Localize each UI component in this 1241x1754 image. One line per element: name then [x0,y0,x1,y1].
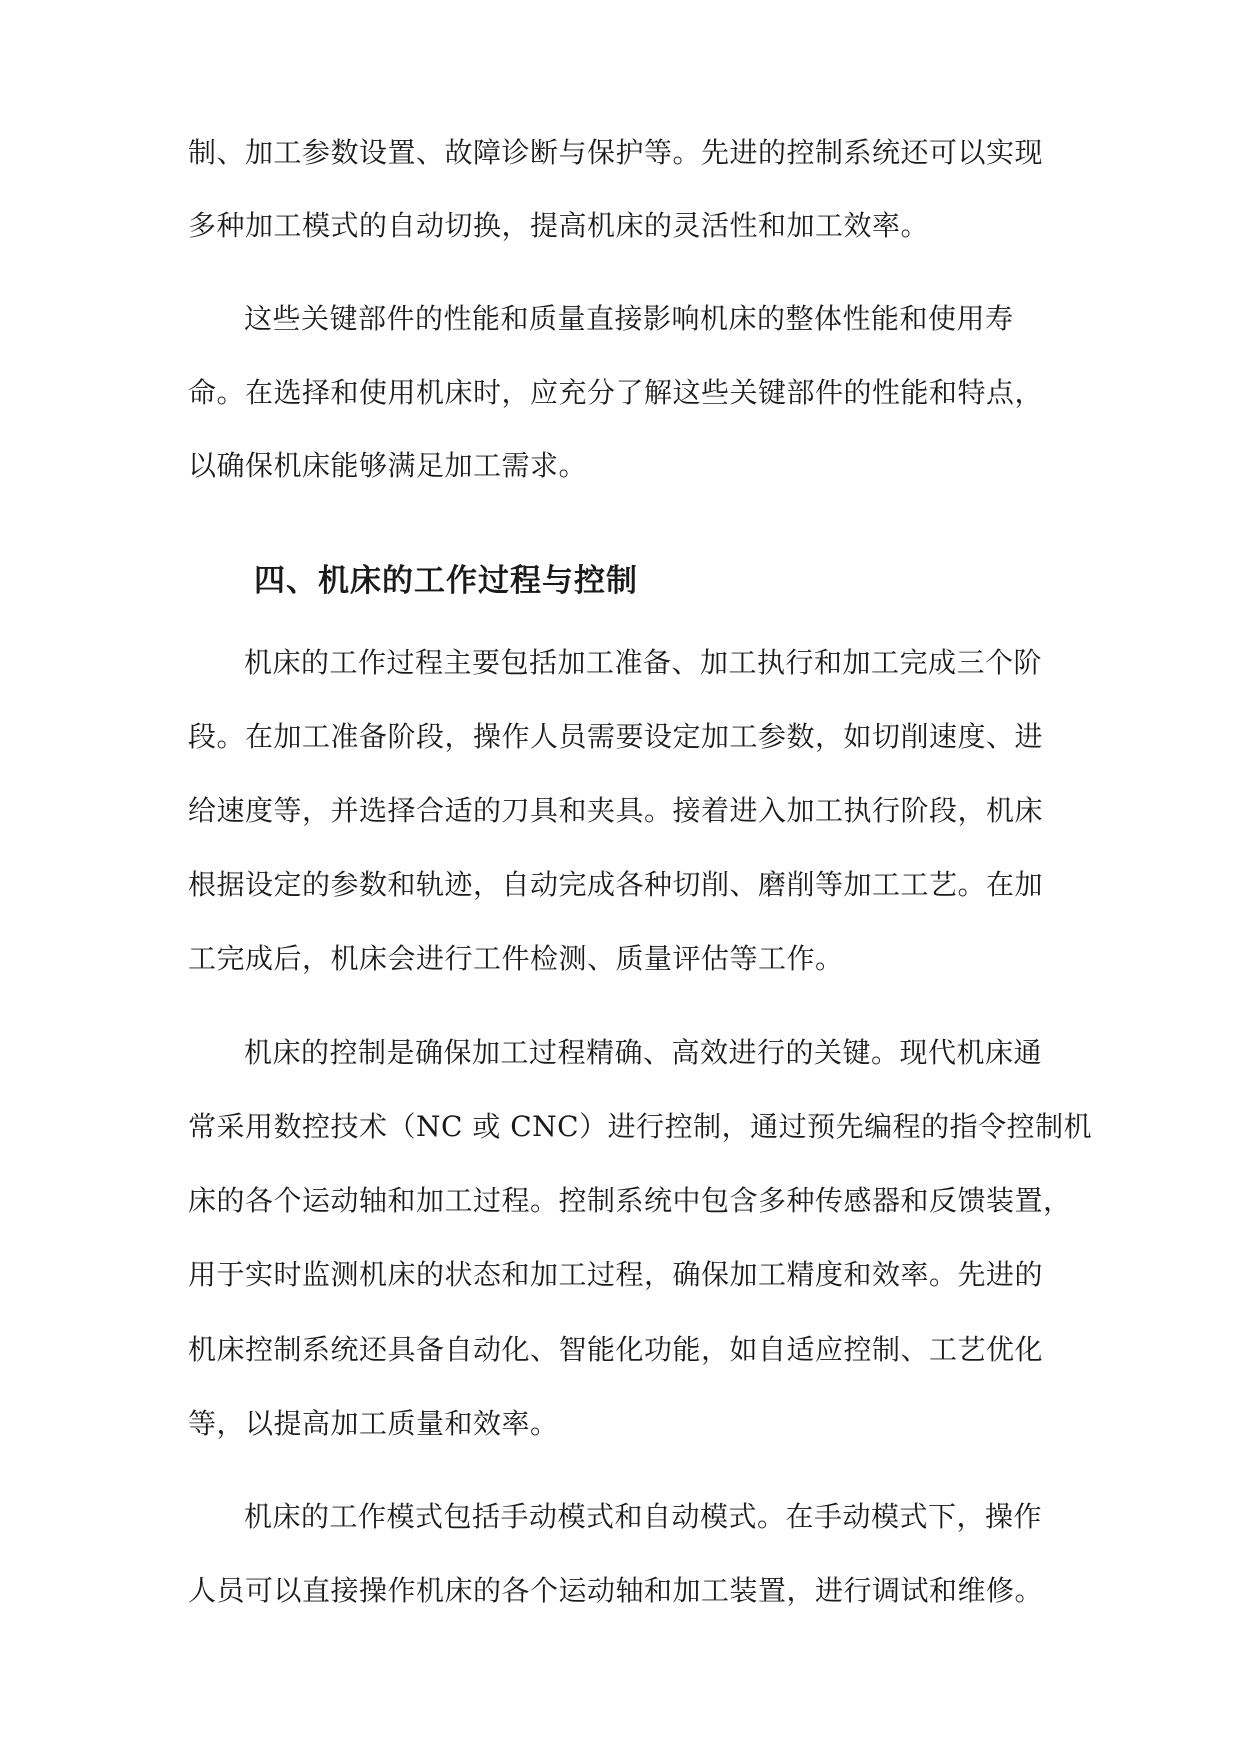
paragraph-line: 用于实时监测机床的状态和加工过程，确保加工精度和效率。先进的 [188,1258,1044,1291]
paragraph-line: 机床的工作模式包括手动模式和自动模式。在手动模式下，操作 [244,1500,1043,1533]
paragraph-line: 机床的工作过程主要包括加工准备、加工执行和加工完成三个阶 [244,646,1043,679]
paragraph-line: 这些关键部件的性能和质量直接影响机床的整体性能和使用寿 [244,302,1014,335]
paragraph-line: 机床控制系统还具备自动化、智能化功能，如自适应控制、工艺优化 [188,1333,1044,1366]
paragraph-line: 床的各个运动轴和加工过程。控制系统中包含多种传感器和反馈装置， [188,1184,1072,1217]
paragraph-line: 等，以提高加工质量和效率。 [188,1407,559,1440]
paragraph-line: 段。在加工准备阶段，操作人员需要设定加工参数，如切削速度、进 [188,720,1044,753]
section-heading: 四、机床的工作过程与控制 [254,563,638,599]
paragraph-line: 制、加工参数设置、故障诊断与保护等。先进的控制系统还可以实现 [188,136,1044,169]
paragraph-line: 人员可以直接操作机床的各个运动轴和加工装置，进行调试和维修。 [188,1574,1044,1607]
paragraph-line: 根据设定的参数和轨迹，自动完成各种切削、磨削等加工工艺。在加 [188,868,1044,901]
paragraph-line: 给速度等，并选择合适的刀具和夹具。接着进入加工执行阶段，机床 [188,794,1044,827]
paragraph-line: 常采用数控技术（NC 或 CNC）进行控制，通过预先编程的指令控制机 [188,1110,1093,1143]
paragraph-line: 以确保机床能够满足加工需求。 [188,449,588,482]
paragraph-line: 工完成后，机床会进行工件检测、质量评估等工作。 [188,942,844,975]
paragraph-line: 命。在选择和使用机床时，应充分了解这些关键部件的性能和特点， [188,376,1044,409]
paragraph-line: 多种加工模式的自动切换，提高机床的灵活性和加工效率。 [188,209,930,242]
paragraph-line: 机床的控制是确保加工过程精确、高效进行的关键。现代机床通 [244,1036,1043,1069]
